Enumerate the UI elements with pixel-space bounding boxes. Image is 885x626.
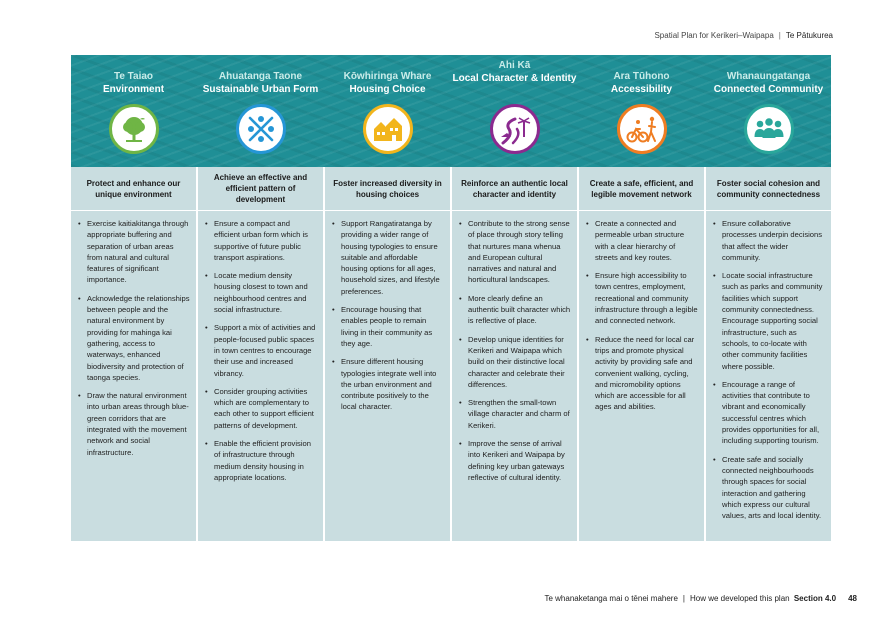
column-body [198, 210, 323, 541]
page-number: 48 [848, 594, 857, 603]
column-urban-form [198, 55, 323, 541]
english-title: Accessibility [610, 84, 673, 95]
column-goal: Protect and enhance our unique environment [71, 167, 196, 210]
list-item: • Locate social infrastructure such as parks and community facilities which support community connectedness. Encourage supporting social infrastructure, such as schools, to co-locate with other community facilities where possible. [712, 270, 825, 372]
page-footer [544, 594, 857, 603]
list-item: • Encourage a range of activities that contribute to vibrant and economically successful centres which provides opportunities for all, including supporting tourism. [712, 379, 825, 447]
maori-title: Te Taiao [113, 71, 154, 82]
page-header [654, 31, 833, 40]
list-item: • Contribute to the strong sense of place through story telling that nurtures mana whenua and European cultural narratives and natural and horticultural landscapes. [458, 218, 571, 286]
list-item: • Encourage housing that enables people to remain living in their community as they age. [331, 304, 444, 349]
footer-separator: | [682, 594, 685, 603]
column-body [706, 210, 831, 541]
footer-section: Section 4.0 [793, 594, 837, 603]
list-item: • Acknowledge the relationships between people and the natural environment by providing for mahinga kai gathering, access to waterways, enhanced biodiversity and protection of taonga species. [77, 293, 190, 383]
column-title [452, 59, 577, 85]
list-item: • Reduce the need for local car trips and promote physical activity by providing safe and convenient walking, cycling, and micromobility options which are accessible for all ages and abilities. [585, 334, 698, 413]
bullet-list [585, 218, 698, 413]
maori-title: Ara Tūhono [613, 71, 670, 82]
list-item: • Ensure a compact and efficient urban form which is supportive of future public transport aspirations. [204, 218, 317, 263]
list-item: • Create a connected and permeable urban structure with a clear hierarchy of streets and key routes. [585, 218, 698, 263]
list-item: • Ensure high accessibility to town centres, employment, recreational and community infrastructure through a legible and connected network. [585, 270, 698, 326]
list-item: • More clearly define an authentic built character which is reflective of place. [458, 293, 571, 327]
list-item: • Ensure collaborative processes underpin decisions that affect the wider community. [712, 218, 825, 263]
list-item: • Enable the efficient provision of infrastructure through medium density housing in appropriate locations. [204, 438, 317, 483]
english-title: Housing Choice [349, 84, 426, 95]
column-accessibility [579, 55, 704, 541]
maori-title: Kōwhiringa Whare [343, 71, 432, 82]
column-environment [71, 55, 196, 541]
landscape-icon [490, 104, 540, 154]
community-icon [744, 104, 794, 154]
list-item: • Draw the natural environment into urban areas through blue-green corridors that are integrated with the movement network and social infrastructure. [77, 390, 190, 458]
header-section: Te Pātukurea [785, 31, 833, 40]
bullet-list [458, 218, 571, 483]
column-title [579, 70, 704, 96]
column-title [325, 70, 450, 96]
list-item: • Locate medium density housing closest to town and neighbourhood centres and social infrastructure. [204, 270, 317, 315]
english-title: Environment [102, 84, 165, 95]
list-item: • Ensure different housing typologies integrate well into the urban environment and contribute positively to the local character. [331, 356, 444, 412]
footer-title: Te whanaketanga mai o tēnei mahere [544, 594, 678, 603]
column-goal: Foster increased diversity in housing choices [325, 167, 450, 210]
list-item: • Strengthen the small-town village character and charm of Kerikeri. [458, 397, 571, 431]
list-item: • Support a mix of activities and people-focused public spaces in town centres to encourage their use and increased vibrancy. [204, 322, 317, 378]
column-title [198, 70, 323, 96]
list-item: • Develop unique identities for Kerikeri and Waipapa which build on their distinctive local character and celebrate their differences. [458, 334, 571, 390]
maori-title: Ahuatanga Taone [218, 71, 303, 82]
column-goal: Create a safe, efficient, and legible movement network [579, 167, 704, 210]
column-body [325, 210, 450, 541]
active-travel-icon [617, 104, 667, 154]
english-title: Local Character & Identity [452, 73, 577, 84]
column-title [71, 70, 196, 96]
column-body [71, 210, 196, 541]
outcomes-board [71, 55, 831, 541]
header-separator: | [778, 31, 781, 40]
maori-title: Whanaungatanga [726, 71, 811, 82]
header-title: Spatial Plan for Kerikeri–Waipapa [654, 31, 774, 40]
column-connected-community [706, 55, 831, 541]
bullet-list [204, 218, 317, 483]
maori-title: Ahi Kā [498, 60, 531, 71]
column-body [452, 210, 577, 541]
column-goal: Achieve an effective and efficient pattern of development [198, 167, 323, 210]
column-goal: Foster social cohesion and community connectedness [706, 167, 831, 210]
english-title: Sustainable Urban Form [202, 84, 319, 95]
list-item: • Support Rangatiratanga by providing a wider range of housing typologies to ensure suitable and affordable housing options for all ages, household sizes, and lifestyle preferences. [331, 218, 444, 297]
list-item: • Improve the sense of arrival into Kerikeri and Waipapa by defining key urban gateways reflective of cultural identity. [458, 438, 571, 483]
tree-icon [109, 104, 159, 154]
list-item: • Consider grouping activities which are complementary to each other to support efficient patterns of development. [204, 386, 317, 431]
footer-subtitle: How we developed this plan [689, 594, 790, 603]
urban-form-icon [236, 104, 286, 154]
houses-icon [363, 104, 413, 154]
english-title: Connected Community [713, 84, 824, 95]
column-title [706, 70, 831, 96]
bullet-list [77, 218, 190, 458]
list-item: • Exercise kaitiakitanga through appropriate buffering and separation of urban areas from natural and cultural features of significant importance. [77, 218, 190, 286]
column-goal: Reinforce an authentic local character and identity [452, 167, 577, 210]
column-body [579, 210, 704, 541]
column-housing-choice [325, 55, 450, 541]
column-local-character [452, 55, 577, 541]
bullet-list [712, 218, 825, 521]
bullet-list [331, 218, 444, 413]
list-item: • Create safe and socially connected neighbourhoods through spaces for social interaction and gathering which express our cultural values, arts and local identity. [712, 454, 825, 522]
